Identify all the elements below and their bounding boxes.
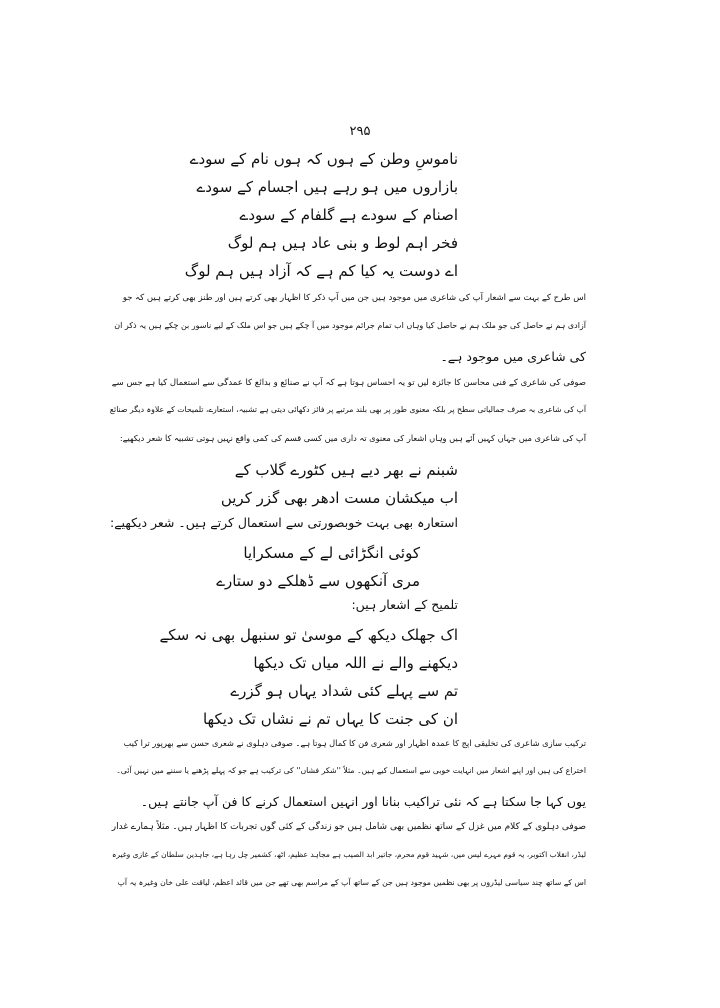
paragraph-line: آپ کی شاعری بہ صرف جمالیاتی سطح پر بلکہ معنوی طور پر بھی بلند مرتبے پر فائز دکھائی دیتی ہے تشبیہ، استعارے، تلمیحات کے علاوہ دیگر صنائع [109,405,586,414]
verse-line: فخر اہم لوط و بنی عاد ہیں ہم لوگ [227,234,458,252]
section-intro: استعارہ بھی بہت خوبصورتی سے استعمال کرتے ہیں۔ شعر دیکھیے: [110,515,458,530]
paragraph-line: آزادی ہم نے حاصل کی جو ملک ہم نے حاصل کیا وہاں اب تمام جرائم موجود میں آ چکے ہیں جو اس ملک کے لیے ناسور بن چکے ہیں یہ ذکر ان [114,321,586,330]
verse-line: کوئی انگڑائی لے کے مسکرایا [243,544,420,562]
paragraph-line: یوں کہا جا سکتا ہے کہ نئی تراکیب بنانا اور انہیں استعمال کرنے کا فن آپ جانتے ہیں۔ [140,794,586,809]
verse-line: بازاروں میں ہو رہے ہیں اجسام کے سودے [196,178,458,196]
paragraph-line: صوفی دہلوی کے کلام میں غزل کے ساتھ نظمیں بھی شامل ہیں جو زندگی کے کئی گوں تجربات کا اظہار ہیں۔ مثلاً ہمارے غدار [111,822,586,832]
verse-line: ناموسِ وطن کے ہوں کہ ہوں نام کے سودے [189,150,458,168]
paragraph-line: لیڈر، انقلاب اکتوبر، یہ قوم مہرے لیس میں، شہید قوم محرم، جاتیر ابد الصیب ہے مجاہد عظیم، اٹھ، کشمیر چل رہا ہے، جاہدین سلطان کے غازی وغیرہ [111,850,586,859]
verse-line: دیکھنے والے نے اللہ میاں تک دیکھا [253,654,458,672]
paragraph-line: اختراع کی ہیں اور اپنے اشعار میں انہایت خوبی سے استعمال کیے ہیں۔ مثلاً ''شکر فشاں'' کی ترکیب ہے جو کہ پہلے پڑھنے یا سننے میں نہیں آئی۔ [116,766,586,775]
section-intro: تلمیح کے اشعار ہیں: [351,597,458,612]
page-number: ۲۹۵ [349,124,371,139]
paragraph-line: اس طرح کے بہت سے اشعار آپ کی شاعری میں موجود ہیں جن میں آپ ذکر کا اظہار بھی کرتے ہیں اور طنز بھی کرتے ہیں کہ جو [122,293,586,303]
verse-line: اک جھلک دیکھ کے موسیٰ تو سنبھل بھی نہ سکے [159,626,458,644]
paragraph-line: صوفی کی شاعری کے فنی محاسن کا جائزہ لیں تو یہ احساس ہوتا ہے کہ آپ نے صنائع و بدائع کا عمدگی سے استعمال کیا ہے جس سے [111,378,586,388]
verse-line: تم سے پہلے کئی شداد یہاں ہو گزرے [230,682,458,700]
verse-line: ان کی جنت کا یہاں تم نے نشاں تک دیکھا [202,710,458,728]
verse-line: اصنام کے سودے ہے گلفام کے سودے [239,206,458,224]
verse-line: اب میکشان مست ادھر بھی گزر کریں [220,489,458,507]
paragraph-line: کی شاعری میں موجود ہے۔ [440,349,586,364]
verse-line: شبنم نے بھر دیے ہیں کٹورے گلاب کے [234,461,458,479]
paragraph-line: ترکیب سازی شاعری کی تخلیقی اپج کا عمدہ اظہار اور شعری فن کا کمال ہوتا ہے۔ صوفی دہلوی نے شعری حسن سے بھرپور ترا کیب [123,738,586,748]
paragraph-line: آپ کی شاعری میں جہاں کہیں آئے ہیں وہاں اشعار کی معنوی تہ داری میں کسی قسم کی کمی واقع نہیں ہوتی تشبیہ کا شعر دیکھیے: [119,433,586,443]
paragraph-line: اس کے ساتھ چند سیاسی لیڈروں پر بھی نظمیں موجود ہیں جن کے ساتھ آپ کے مراسم بھی تھے جن میں قائد اعظم، لیاقت علی خان وغیرہ یہ آپ [117,878,586,887]
verse-line: اے دوست یہ کیا کم ہے کہ آزاد ہیں ہم لوگ [184,262,458,280]
verse-line: مری آنکھوں سے ڈھلکے دو ستارے [216,572,420,590]
